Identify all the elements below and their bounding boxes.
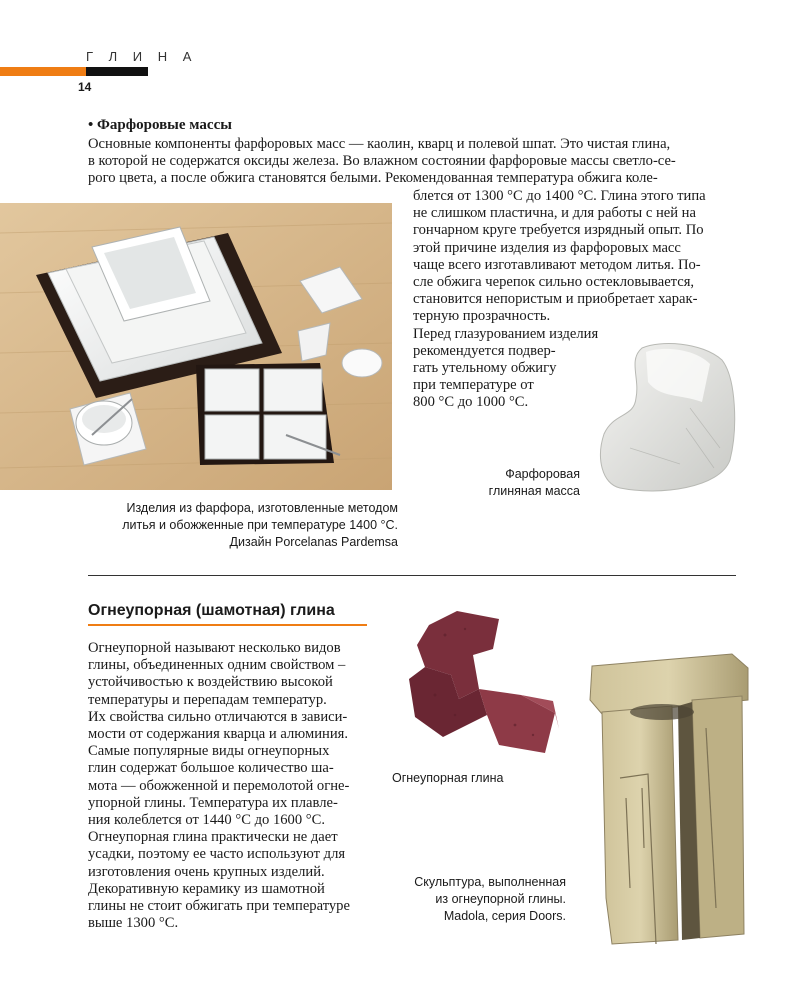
- text-line: мота — обожженной и перемолотой огне-: [88, 777, 350, 794]
- text-line: температуры и перепадам температур.: [88, 691, 327, 708]
- text-line: не слишком пластична, и для работы с ней на: [413, 205, 696, 222]
- header-dark-bar: [86, 67, 148, 76]
- porcelain-heading: • Фарфоровые массы: [88, 117, 232, 133]
- text-line: гать утельному обжигу: [413, 360, 557, 377]
- text-line: Основные компоненты фарфоровых масс — каолин, кварц и полевой шпат. Это чистая глина,: [88, 136, 671, 152]
- running-head: Г Л И Н А: [86, 49, 198, 64]
- text-line: Огнеупорная глина практически не дает: [88, 829, 338, 846]
- text-line: Перед глазурованием изделия: [413, 325, 599, 342]
- caption-line: из огнеупорной глины.: [435, 892, 566, 906]
- caption-line: Madola, серия Doors.: [443, 909, 566, 923]
- text-line: этой причине изделия из фарфоровых масс: [413, 239, 681, 256]
- caption-line: Скульптура, выполненная: [414, 875, 566, 889]
- porcelain-clay-caption: [470, 466, 580, 500]
- text-line: глины, объединенных одним свойством –: [88, 657, 346, 674]
- text-line: глин содержат большое количество ша-: [88, 760, 334, 777]
- caption-line: литья и обожженные при температуре 1400 °С.: [122, 518, 398, 532]
- text-line: Самые популярные виды огнеупорных: [88, 743, 330, 760]
- porcelain-clay-sample-photo: [590, 338, 740, 498]
- text-line: рого цвета, а после обжига становятся белыми. Рекомендованная температура обжига коле-: [88, 170, 658, 187]
- fireclay-title-underline: [88, 624, 367, 626]
- sculpture-caption: [390, 874, 566, 925]
- text-line: Декоративную керамику из шамотной: [88, 880, 325, 897]
- porcelain-tableware-photo: [0, 203, 392, 490]
- text-line: Их свойства сильно отличаются в зависи-: [88, 708, 348, 725]
- caption-line: Фарфоровая: [505, 467, 580, 481]
- text-line: рекомендуется подвер-: [413, 342, 556, 359]
- text-line: сле обжига черепок сильно остекловывается,: [413, 274, 695, 291]
- text-line: упорной глины. Температура их плавле-: [88, 794, 338, 811]
- fireclay-sample-caption: Огнеупорная глина: [392, 771, 504, 785]
- caption-line: Изделия из фарфора, изготовленные методом: [126, 501, 398, 515]
- caption-line: Дизайн Porcelanas Pardemsa: [229, 535, 398, 549]
- text-line: Огнеупорной называют несколько видов: [88, 640, 341, 656]
- fireclay-sample-photo: [395, 605, 565, 765]
- text-line: 800 °С до 1000 °С.: [413, 394, 529, 411]
- text-line: глины не стоит обжигать при температуре: [88, 898, 350, 915]
- text-line: блется от 1300 °С до 1400 °С. Глина этого типа: [413, 188, 706, 204]
- porcelain-paragraph-top: [88, 136, 738, 188]
- text-line: гончарном круге требуется изрядный опыт. По: [413, 222, 704, 239]
- text-line: чаще всего изготавливают методом литья. По-: [413, 256, 701, 273]
- tableware-caption: [80, 500, 398, 551]
- text-line: усадки, поэтому ее часто используют для: [88, 846, 346, 863]
- text-line: устойчивостью к воздействию высокой: [88, 674, 333, 691]
- text-line: выше 1300 °С.: [88, 915, 179, 932]
- sculpture-photo: [582, 648, 754, 948]
- text-line: изготовления очень крупных изделий.: [88, 863, 325, 880]
- text-line: в которой не содержатся оксиды железа. Во влажном состоянии фарфоровые массы светло-се-: [88, 153, 676, 170]
- page-number: 14: [78, 80, 92, 94]
- fireclay-paragraph: [88, 640, 378, 932]
- fireclay-title: Огнеупорная (шамотная) глина: [88, 602, 335, 619]
- text-line: при температуре от: [413, 377, 534, 394]
- section-divider: [88, 575, 736, 576]
- caption-line: глиняная масса: [488, 484, 580, 498]
- text-line: ния колеблется от 1440 °С до 1600 °С.: [88, 812, 326, 829]
- text-line: становится непористым и приобретает харак-: [413, 291, 698, 308]
- text-line: мости от содержания кварца и алюминия.: [88, 726, 349, 743]
- header-accent-bar: [0, 67, 86, 76]
- text-line: терную прозрачность.: [413, 308, 551, 325]
